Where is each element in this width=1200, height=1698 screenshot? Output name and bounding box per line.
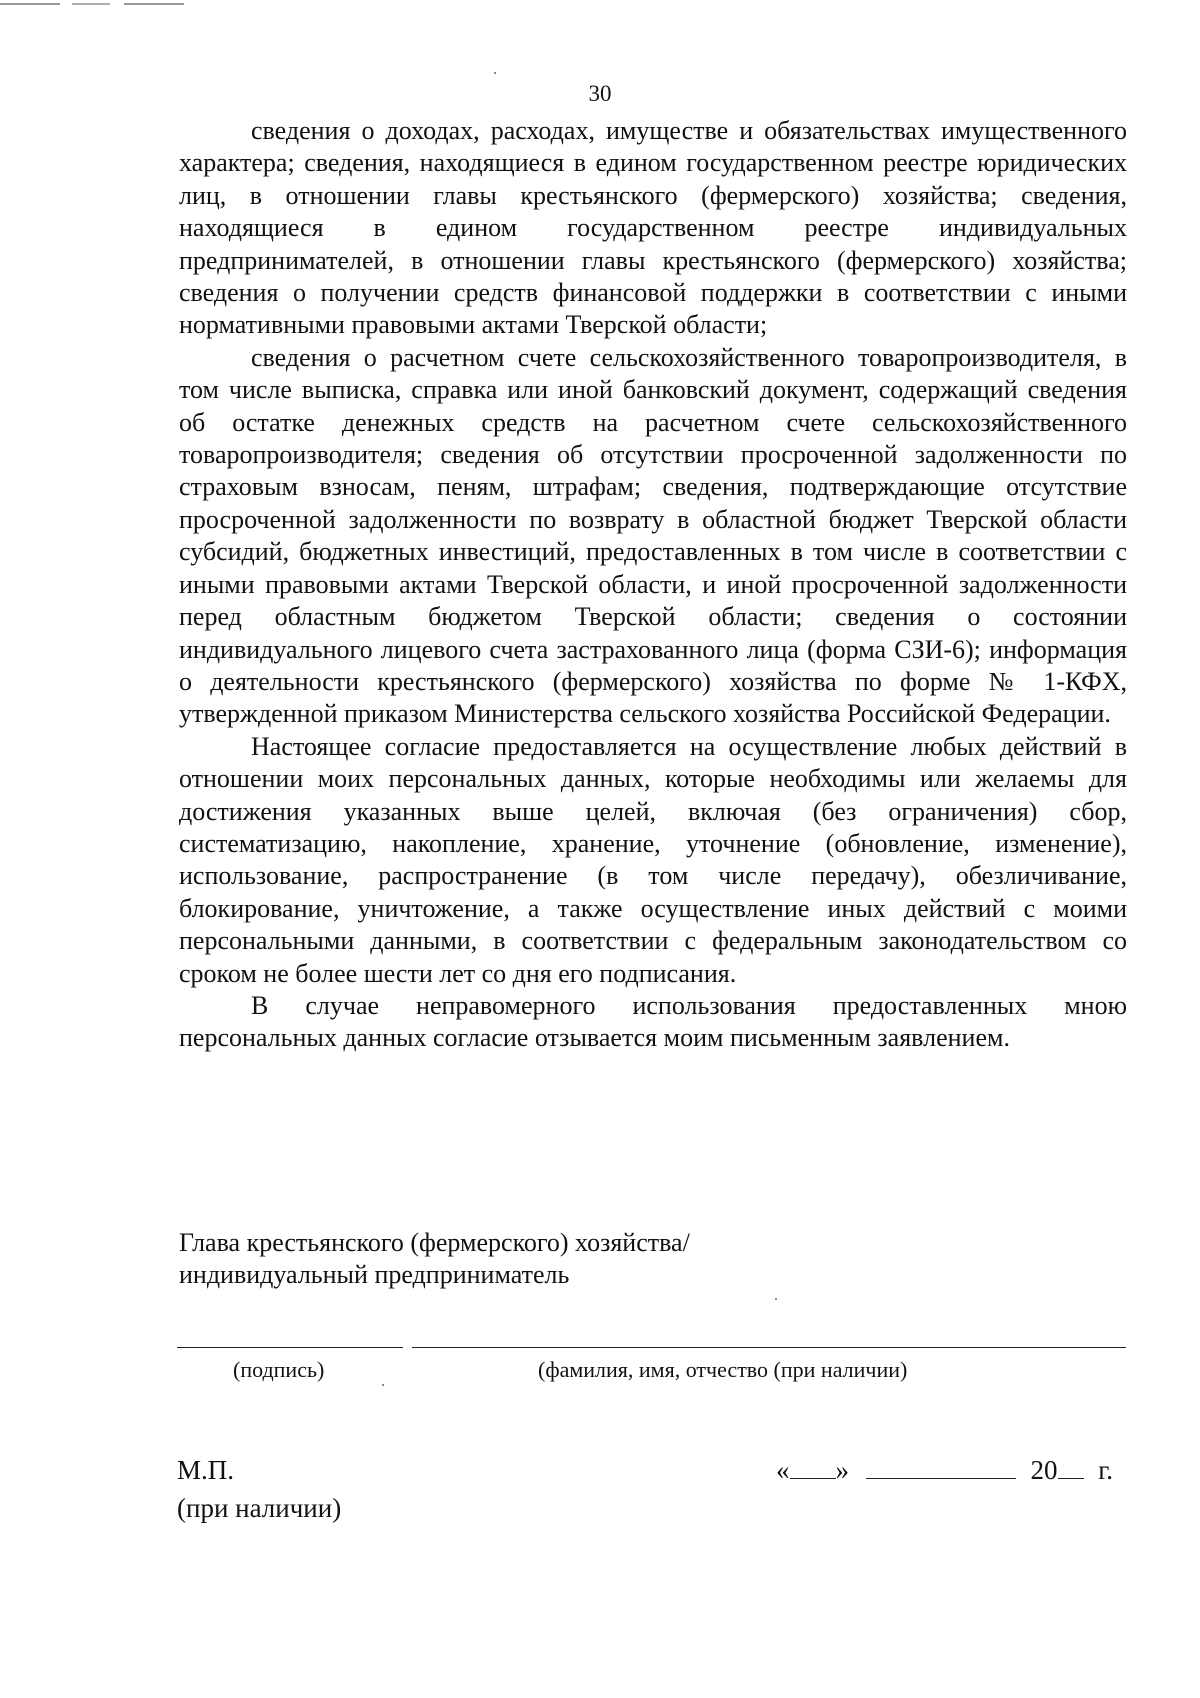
year-prefix: 20 bbox=[1030, 1455, 1058, 1485]
paragraph-income-info: сведения о доходах, расходах, имуществе и обязательствах имущественного характера; сведения, находящиеся в едином государственном реестре юридических лиц, в отношении главы крестьянского (фермерского) хозяйства; сведения, находящиеся в едином государственном реестре индивидуальных предпринимателей, в отношении главы крестьянского (фермерского) хозяйства; сведения о получении средств финансовой поддержки в соответствии с иными нормативными правовыми актами Тверской области; bbox=[179, 116, 1127, 340]
signature-caption: (подпись) bbox=[233, 1357, 325, 1382]
paragraph-bank-account-info: сведения о расчетном счете сельскохозяйственного товаропроизводителя, в том числе выписка, справка или иной банковский документ, содержащий сведения об остатке денежных средств на расчетном счете сельскохозяйственного товаропроизводителя; сведения об отсутствии просроченной задолженности по страховым взносам, пеням, штрафам; сведения, подтверждающие отсутствие просроченной задолженности по возврату в областной бюджет Тверской области субсидий, бюджетных инвестиций, предоставленных в том числе в соответствии с иными правовыми актами Тверской области, и иной просроченной задолженности перед областным бюджетом Тверской области; сведения о состоянии индивидуального лицевого счета застрахованного лица (форма СЗИ-6); информация о деятельности крестьянского (фермерского) хозяйства по форме № 1-КФХ, утвержденной приказом Министерства сельского хозяйства Российской Федерации. bbox=[179, 342, 1127, 729]
date-open-quote: « bbox=[776, 1455, 790, 1485]
full-name-caption: (фамилия, имя, отчество (при наличии) bbox=[538, 1357, 908, 1382]
paragraph-consent-withdrawal: В случае неправомерного использования предоставленных мною персональных данных согласие отзывается моим письменным заявлением. bbox=[179, 990, 1127, 1053]
document-body bbox=[179, 115, 1127, 1055]
scan-speck bbox=[775, 1298, 777, 1300]
signature-blank-line bbox=[177, 1347, 403, 1348]
scan-speck bbox=[382, 1384, 384, 1386]
signatory-line-2: индивидуальный предприниматель bbox=[179, 1260, 570, 1289]
stamp-note: (при наличии) bbox=[177, 1493, 342, 1523]
scan-speck bbox=[494, 72, 496, 74]
signatory-line-1: Глава крестьянского (фермерского) хозяйства/ bbox=[179, 1228, 690, 1257]
page-number: 30 bbox=[588, 81, 612, 106]
paragraph-consent-scope: Настоящее согласие предоставляется на осуществление любых действий в отношении моих персональных данных, которые необходимы или желаемы для достижения указанных выше целей, включая (без ограничения) сбор, систематизацию, накопление, хранение, уточнение (обновление, изменение), использование, распространение (в том числе передачу), обезличивание, блокирование, уничтожение, а также осуществление иных действий с моими персональными данными, в соответствии с федеральным законодательством со сроком не более шести лет со дня его подписания. bbox=[179, 731, 1127, 988]
stamp-label: М.П. bbox=[177, 1455, 235, 1485]
day-blank bbox=[790, 1454, 836, 1479]
full-name-blank-line bbox=[412, 1347, 1126, 1348]
scan-edge-mark bbox=[0, 3, 190, 5]
year-suffix: г. bbox=[1098, 1455, 1114, 1485]
date-field bbox=[776, 1452, 1113, 1488]
stamp-block bbox=[177, 1451, 341, 1527]
year-blank bbox=[1058, 1454, 1084, 1479]
month-blank bbox=[866, 1454, 1016, 1479]
date-close-quote: » bbox=[835, 1455, 849, 1485]
signatory-title bbox=[179, 1227, 690, 1291]
